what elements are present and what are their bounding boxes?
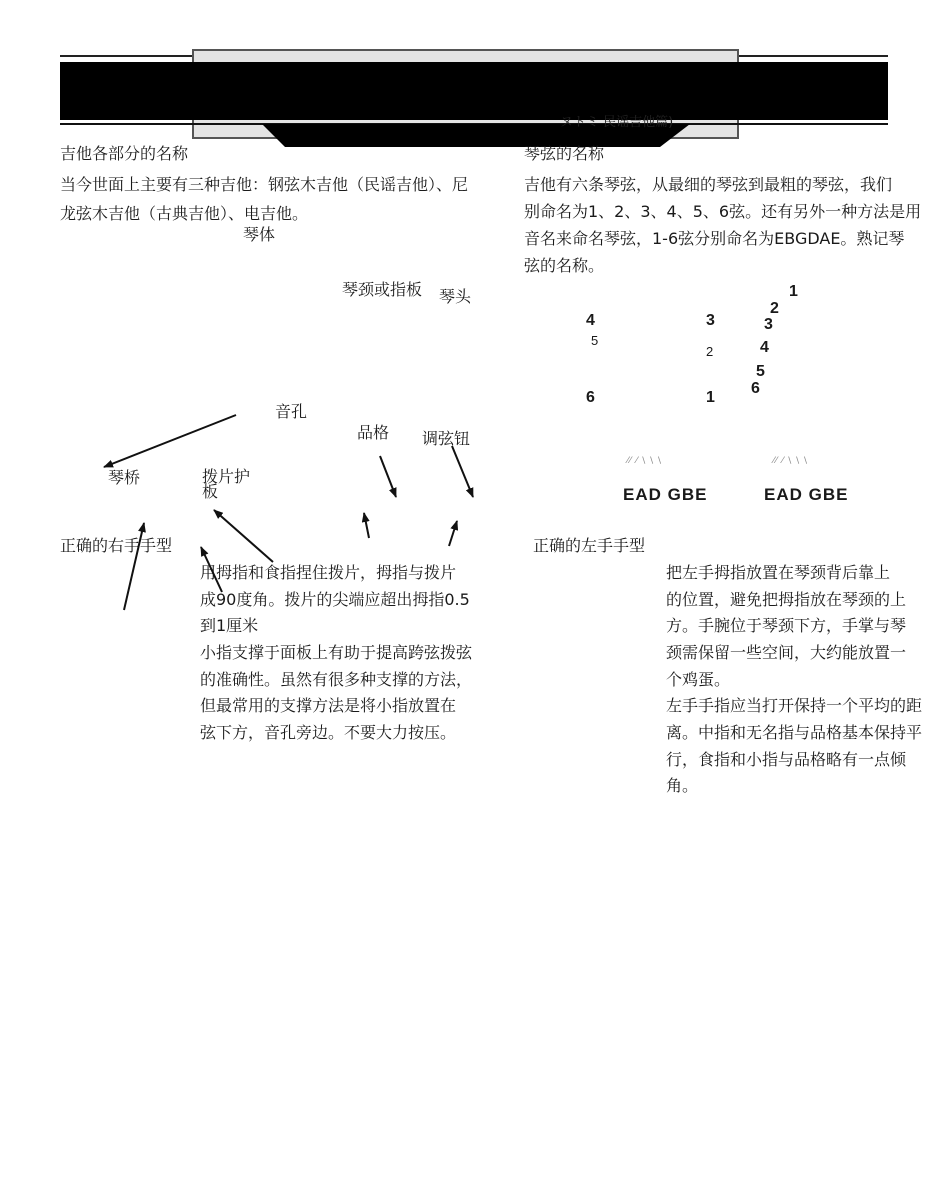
arrow-soundhole	[104, 415, 236, 467]
parts-intro-line-1: 当今世面上主要有三种吉他：钢弦木吉他（民谣吉他）、尼	[60, 175, 469, 194]
string-number: 4	[586, 312, 595, 329]
string-notes-left: EAD GBE	[623, 485, 708, 504]
string-number: 5	[591, 333, 599, 348]
right-hand-line-7: 弦下方，音孔旁边。不要大力按压。	[200, 723, 457, 742]
strings-intro-line-1: 吉他有六条琴弦，从最细的琴弦到最粗的琴弦，我们	[524, 175, 893, 194]
label-headstock: 琴头	[439, 287, 472, 306]
strings-intro-line-2: 别命名为1、2、3、4、5、6弦。还有另外一种方法是用	[524, 202, 922, 221]
label-bridge: 琴桥	[108, 468, 141, 487]
string-notes-right: EAD GBE	[764, 485, 849, 504]
string-number: 2	[770, 300, 779, 317]
label-fret: 品格	[357, 423, 390, 442]
right-hand-title: 正确的右手手型	[60, 536, 173, 555]
arrow-tuner-down	[452, 446, 473, 497]
left-hand-line-9: 角。	[666, 776, 699, 795]
left-hand-line-5: 个鸡蛋。	[666, 670, 731, 689]
string-number: 6	[586, 389, 595, 406]
label-neck: 琴颈或指板	[342, 280, 423, 299]
right-hand-line-2: 成90度角。拨片的尖端应超出拇指0.5	[200, 590, 470, 609]
string-number: 4	[760, 339, 769, 356]
parts-intro-line-2: 龙弦木吉他（古典吉他）、电吉他。	[60, 204, 309, 223]
right-hand-line-1: 用拇指和食指捏住拨片，拇指与拨片	[200, 563, 457, 582]
label-body: 琴体	[243, 225, 276, 244]
left-hand-line-1: 把左手拇指放置在琴颈背后靠上	[666, 563, 891, 582]
parts-section-title: 吉他各部分的名称	[60, 144, 189, 163]
label-pickguard-2: 板	[202, 482, 219, 501]
right-hand-line-5: 的准确性。虽然有很多种支撑的方法，	[200, 670, 473, 689]
left-hand-line-7: 离。中指和无名指与品格基本保持平	[666, 723, 923, 742]
arrow-pickguard	[214, 510, 273, 562]
string-number: 3	[764, 316, 773, 333]
label-tuner: 调弦钮	[422, 429, 471, 448]
left-hand-line-2: 的位置，避免把拇指放在琴颈的上	[666, 590, 907, 609]
left-hand-line-8: 行，食指和小指与品格略有一点倾	[666, 750, 907, 769]
left-hand-line-4: 颈需保留一些空间，大约能放置一	[666, 643, 907, 662]
string-number: 2	[706, 344, 714, 359]
nut-hatch: ⁄⁄ ⁄ \ \ \	[773, 456, 809, 466]
string-number: 6	[751, 380, 760, 397]
left-hand-title: 正确的左手手型	[533, 536, 646, 555]
nut-hatch: ⁄⁄ ⁄ \ \ \	[627, 456, 663, 466]
right-hand-line-3: 到1厘米	[200, 616, 259, 635]
arrow-pick	[201, 547, 222, 592]
string-number: 5	[756, 363, 765, 380]
right-hand-line-6: 但最常用的支撑方法是将小指放置在	[200, 696, 457, 715]
strings-intro-line-4: 弦的名称。	[524, 256, 605, 275]
strings-section-title: 琴弦的名称	[524, 144, 605, 163]
left-hand-line-3: 方。手腕位于琴颈下方，手掌与琴	[666, 616, 907, 635]
string-number: 3	[706, 312, 715, 329]
banner-subtitle: ヌトミ 民谣吉他篇)	[560, 115, 674, 130]
arrow-fret-down	[380, 456, 396, 497]
arrow-fret-up	[364, 513, 369, 538]
string-number: 1	[706, 389, 715, 406]
label-soundhole: 音孔	[275, 402, 308, 421]
right-hand-line-4: 小指支撑于面板上有助于提高跨弦拨弦	[200, 643, 473, 662]
arrow-bridge	[124, 523, 144, 610]
arrow-tuner-up	[449, 521, 457, 546]
string-number: 1	[789, 283, 798, 300]
label-pickguard-1: 拨片护	[202, 467, 251, 486]
left-hand-line-6: 左手手指应当打开保持一个平均的距	[666, 696, 923, 715]
strings-intro-line-3: 音名来命名琴弦，1-6弦分别命名为EBGDAE。熟记琴	[524, 229, 905, 248]
